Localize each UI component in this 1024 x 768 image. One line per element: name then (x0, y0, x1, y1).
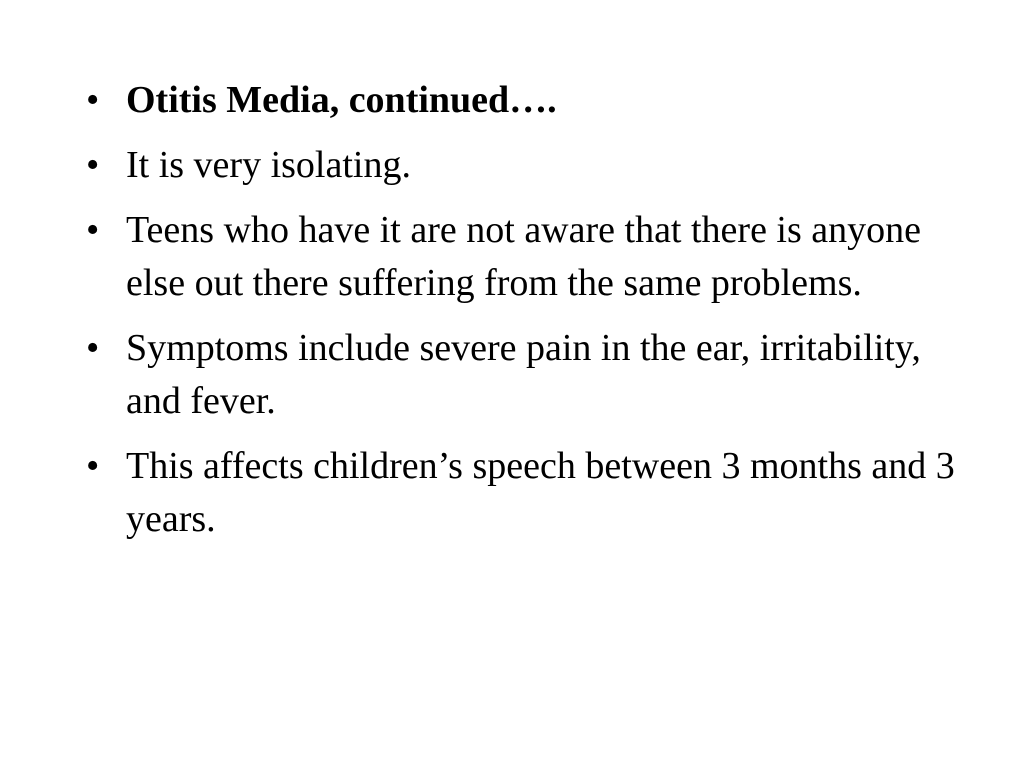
bullet-item (84, 139, 964, 192)
bullet-marker: • (86, 209, 100, 251)
bullet-text: This affects children’s speech between 3 months and 3 years. (126, 445, 955, 540)
bullet-marker: • (86, 445, 100, 487)
bullet-marker: • (86, 144, 100, 186)
bullet-marker: • (86, 79, 100, 121)
bullet-item (84, 204, 964, 310)
bullet-text: Symptoms include severe pain in the ear, irritability, and fever. (126, 327, 921, 422)
bullet-marker: • (86, 327, 100, 369)
bullet-list (84, 74, 964, 558)
bullet-item (84, 440, 964, 546)
bullet-text: It is very isolating. (126, 144, 411, 186)
bullet-item-title (84, 74, 964, 127)
bullet-item (84, 322, 964, 428)
bullet-text: Otitis Media, continued…. (126, 79, 557, 121)
bullet-text: Teens who have it are not aware that there is anyone else out there suffering from the same problems. (126, 209, 922, 304)
